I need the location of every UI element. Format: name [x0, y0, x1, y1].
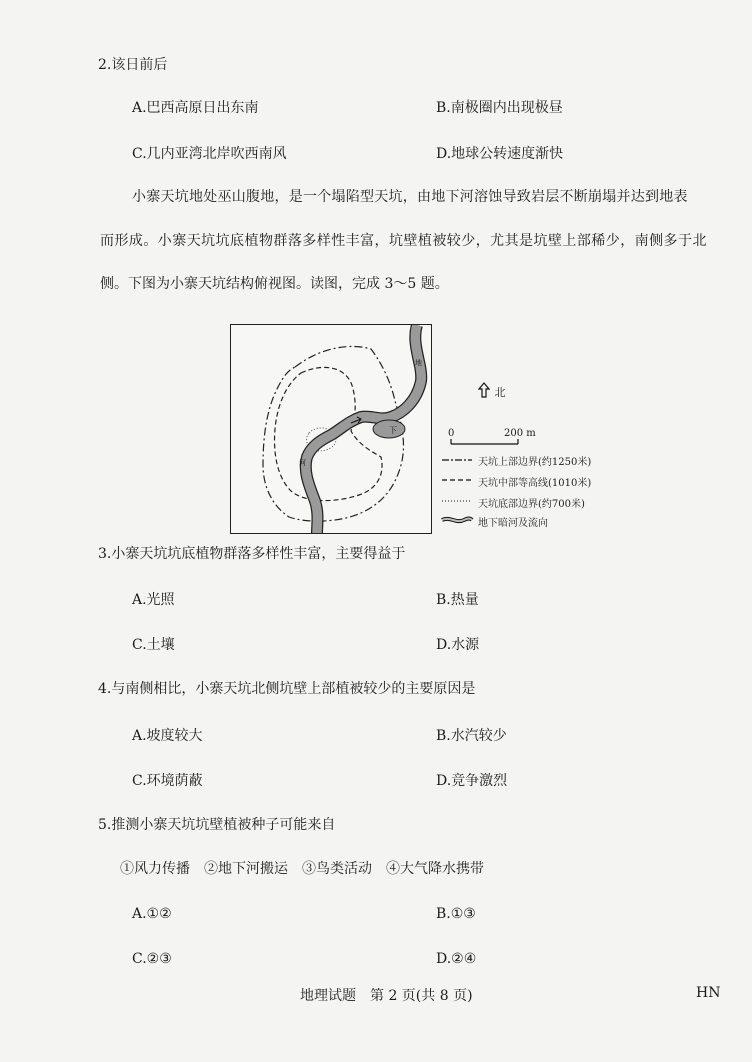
sinkhole-map-svg [231, 325, 431, 533]
scale-end: 200 m [504, 428, 536, 439]
q5-choices: ①风力传播 ②地下河搬运 ③鸟类活动 ④大气降水携带 [120, 861, 484, 877]
river-label-di: 地 [415, 359, 422, 367]
river-label-he: 河 [299, 459, 306, 467]
q4-option-a: A.坡度较大 [132, 728, 203, 744]
q3-option-d: D.水源 [436, 637, 480, 653]
q5-option-c: C.②③ [132, 951, 172, 967]
q2-option-c: C.几内亚湾北岸吹西南风 [132, 146, 287, 162]
page-footer-title: 地理试题 第 2 页(共 8 页) [300, 988, 473, 1004]
page-footer-code: HN [696, 985, 721, 1001]
legend-symbols [440, 454, 474, 534]
scale-bar [450, 438, 520, 446]
q4-option-d: D.竞争激烈 [436, 773, 508, 789]
north-label: 北 [494, 386, 506, 399]
q3-option-c: C.土壤 [132, 637, 175, 653]
legend-river: 地下暗河及流向 [478, 518, 548, 529]
q5-option-a: A.①② [132, 906, 172, 922]
sinkhole-map [230, 324, 432, 534]
q3-option-a: A.光照 [132, 592, 175, 608]
passage-line-2: 而形成。小寨天坑坑底植物群落多样性丰富，坑壁植被较少，尤其是坑壁上部稀少，南侧多于北 [100, 233, 707, 249]
q4-option-b: B.水汽较少 [436, 728, 507, 744]
legend-upper-boundary: 天坑上部边界(约1250米) [478, 457, 592, 468]
q2-option-b: B.南极圈内出现极昼 [436, 100, 563, 116]
passage-line-3: 侧。下图为小寨天坑结构俯视图。读图，完成 3～5 题。 [100, 276, 449, 292]
north-indicator [478, 382, 505, 400]
q2-option-d: D.地球公转速度渐快 [436, 146, 564, 162]
q5-option-d: D.②④ [436, 951, 477, 967]
q2-stem: 2.该日前后 [98, 57, 168, 73]
north-arrow-icon [478, 382, 490, 398]
legend-bottom-boundary: 天坑底部边界(约700米) [478, 499, 585, 510]
q4-option-c: C.环境荫蔽 [132, 773, 203, 789]
q5-option-b: B.①③ [436, 906, 476, 922]
q3-stem: 3.小寨天坑坑底植物群落多样性丰富，主要得益于 [98, 546, 406, 562]
q5-stem: 5.推测小寨天坑坑壁植被种子可能来自 [98, 817, 336, 833]
passage-line-1: 小寨天坑地处巫山腹地，是一个塌陷型天坑，由地下河溶蚀导致岩层不断崩塌并达到地表 [132, 189, 688, 205]
scale-start: 0 [448, 428, 455, 439]
legend-mid-contour: 天坑中部等高线(1010米) [478, 478, 592, 489]
q3-option-b: B.热量 [436, 592, 479, 608]
q2-option-a: A.巴西高原日出东南 [132, 100, 259, 116]
river-label-xia: 下 [389, 426, 397, 435]
q4-stem: 4.与南侧相比，小寨天坑北侧坑壁上部植被较少的主要原因是 [98, 681, 476, 697]
